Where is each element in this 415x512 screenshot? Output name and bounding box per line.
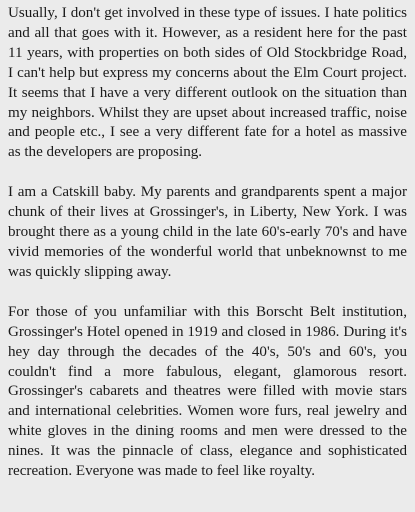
- paragraph-grossingers: For those of you unfamiliar with this Borscht Belt institution, Grossinger's Hotel opened in 1919 and closed in 1986. During it's hey day through the decades of the 40's, 50's and 60's, you couldn't find a more fabulous, elegant, glamorous resort. Grossinger's cabarets and theatres were filled with movie stars and international celebrities. Women wore furs, real jewelry and white gloves in the dining rooms and men were dressed to the nines. It was the pinnacle of class, elegance and sophisticated recreation. Everyone was made to feel like royalty.: [8, 303, 407, 480]
- paragraph-intro: Usually, I don't get involved in these type of issues. I hate politics and all that goes with it. However, as a resident here for the past 11 years, with properties on both sides of Old Stockbridge Road, I can't help but express my concerns about the Elm Court project. It seems that I have a very different outlook on the situation than my neighbors. Whilst they are upset about increased traffic, noise and people etc., I see a very different fate for a hotel as massive as the developers are proposing.: [8, 5, 407, 161]
- paragraph-catskill: I am a Catskill baby. My parents and grandparents spent a major chunk of their lives at Grossinger's, in Liberty, New York. I was brought there as a young child in the late 60's-early 70's and have vivid memories of the wonderful world that unbeknownst to me was quickly slipping away.: [8, 184, 407, 280]
